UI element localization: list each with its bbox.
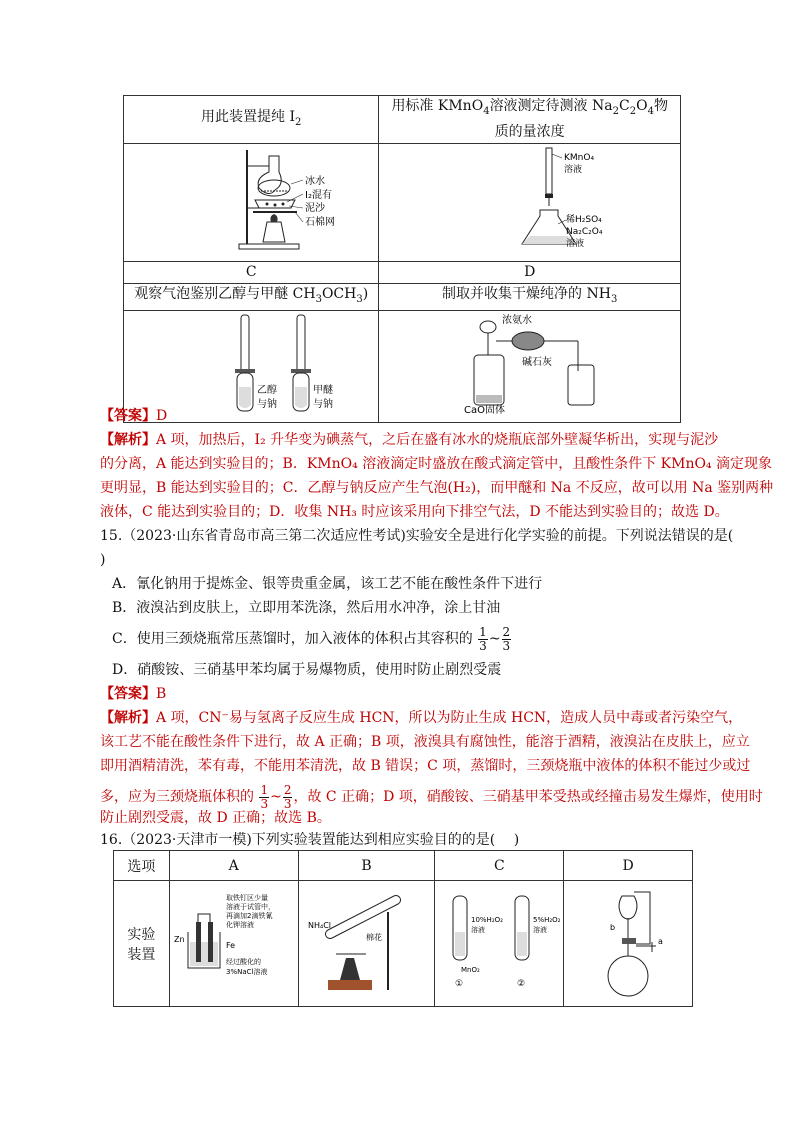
label-a: a: [658, 936, 663, 946]
label-solution-1: 溶液: [471, 925, 486, 934]
option-label-d: D: [379, 261, 681, 283]
sublimation-apparatus-figure: [151, 144, 351, 254]
cell-e-caption: 观察气泡鉴别乙醇与甲醚 $CH_3OCH_3$): [124, 283, 379, 310]
label-solution-2: 溶液: [533, 925, 548, 934]
label-circle-2: ②: [517, 978, 526, 989]
label-circle-1: ①: [455, 978, 464, 989]
titration-apparatus-figure: [430, 144, 630, 254]
label-na2c2o4: Na₂C₂O₄: [565, 226, 603, 237]
ethanol-ether-test-figure: [151, 311, 351, 415]
label-solution-bottom: 溶液: [565, 238, 584, 249]
header-option: 选项: [114, 851, 170, 881]
figure-c-sublimation: [124, 143, 379, 261]
option-label-c: C: [124, 261, 379, 283]
fraction-two-thirds: $\frac{2}{3}$: [502, 624, 511, 653]
ammonia-preparation-figure: [410, 311, 650, 415]
label-into-tube: 溶液于试管中，: [225, 902, 275, 911]
q14-answer: 【答案】D: [100, 408, 168, 424]
label-solution-top: 溶液: [563, 164, 582, 175]
experiment-table-1: [123, 95, 681, 423]
q16-stem: 16.（2023·天津市一模)下列实验装置能达到相应实验目的的是( ): [100, 832, 520, 848]
label-b: b: [610, 922, 616, 932]
label-soda-lime: 碱石灰: [521, 356, 552, 368]
figure-16d-flask: [564, 881, 693, 1007]
flask-funnel-figure: [566, 882, 690, 1002]
label-fe: Fe: [225, 940, 235, 950]
label-asbestos-mesh: 石棉网: [305, 216, 336, 228]
label-with-na-1: 与钠: [257, 398, 278, 410]
q14-analysis-line-3: 更明显，B 能达到实验目的；C．乙醇与钠反应产生气泡(H₂)，而甲醚和 Na 不反应，故可以用 Na 鉴别两种: [100, 480, 774, 496]
label-zn: Zn: [173, 934, 185, 944]
nh4cl-heating-figure: [300, 882, 432, 1002]
label-with-na-2: 与钠: [313, 398, 334, 410]
label-add-drops: 再滴加2滴铁氰: [225, 911, 273, 920]
q15-option-b: B．液溴沾到皮肤上，立即用苯洗涤，然后用水冲净，涂上甘油: [112, 600, 501, 616]
cell-f-caption: 制取并收集干燥纯净的 $NH_3$: [379, 283, 681, 310]
q15-option-d: D．硝酸铵、三硝基甲苯均属于易爆物质，使用时防止剧烈受震: [112, 662, 502, 678]
header-col-c: C: [435, 851, 564, 881]
h2o2-decomposition-figure: [437, 882, 561, 1002]
q14-analysis-line-1: 【解析】A 项，加热后，I₂ 升华变为碘蒸气，之后在盛有冰水的烧瓶底部外壁凝华析出，实现与泥沙: [100, 432, 719, 448]
label-5-h2o2: 5%H₂O₂: [533, 915, 561, 924]
q15-answer: 【答案】B: [100, 686, 167, 702]
header-col-d: D: [564, 851, 693, 881]
q15-option-c: C．使用三颈烧瓶常压蒸馏时，加入液体的体积占其容积的 $\frac{1}{3}$ ~ $\frac{2}{3}$: [112, 624, 511, 653]
header-col-b: B: [298, 851, 435, 881]
figure-16c-h2o2: [435, 881, 564, 1007]
q15-analysis-line-3: 即用酒精清洗，苯有毒，不能用苯清洗，故 B 错误；C 项，蒸馏时，三颈烧瓶中液体的体积不能过少或过: [100, 758, 751, 774]
row-label-device: 实验 装置: [114, 881, 170, 1007]
label-acidified: 经过酸化的: [225, 957, 261, 966]
label-dilute-h2so4: 稀H₂SO₄: [565, 214, 602, 225]
q15-option-a: A．氰化钠用于提炼金、银等贵重金属，该工艺不能在酸性条件下进行: [112, 576, 543, 592]
label-nacl: 3%NaCl溶液: [225, 967, 268, 976]
label-conc-ammonia: 浓氨水: [501, 314, 532, 326]
label-ethanol: 乙醇: [257, 384, 278, 396]
label-ice-water: 冰水: [305, 175, 326, 187]
fraction-two-thirds-b: $\frac{2}{3}$: [283, 782, 292, 811]
q15-analysis-line-1: 【解析】A 项，CN⁻易与氢离子反应生成 HCN，所以为防止生成 HCN，造成人员中毒或者污染空气，: [100, 710, 743, 726]
q14-analysis-line-2: 的分离，A 能达到实验目的；B．KMnO₄ 溶液滴定时盛放在酸式滴定管中，且酸性条件下 KMnO₄ 滴定现象: [100, 456, 772, 472]
q15-analysis-line-4: 多，应为三颈烧瓶体积的 $\frac{1}{3}$ ~ $\frac{2}{3}$ ，故 C 正确；D 项，硝酸铵、三硝基甲苯受热或经撞击易发生爆炸，使用时: [100, 782, 763, 811]
label-cotton: 棉花: [366, 932, 383, 942]
figure-16a-corrosion: [169, 881, 298, 1007]
q15-analysis-line-2: 该工艺不能在酸性条件下进行，故 A 正确；B 项，液溴具有腐蚀性，能溶于酒精，液溴沾在皮肤上，应立: [100, 734, 750, 750]
q15-stem-close: ): [100, 552, 106, 568]
label-sand: 泥沙: [305, 202, 326, 214]
label-10-h2o2: 10%H₂O₂: [471, 915, 504, 924]
cell-d-caption: 用标准 KMnO$_4$溶液测定待测液 $Na_2C_2O_4$物 质的量浓度: [379, 96, 681, 144]
label-cao-solid: CaO固体: [463, 404, 505, 415]
figure-16b-nh4cl: [298, 881, 435, 1007]
label-kmno4: KMnO₄: [563, 152, 594, 163]
corrosion-cell-figure: [172, 882, 296, 1002]
label-nh4cl: NH₄Cl: [308, 920, 332, 930]
label-i2-mixed: I₂混有: [305, 189, 333, 201]
header-col-a: A: [169, 851, 298, 881]
label-ferricyanide: 化钾溶液: [225, 920, 254, 929]
experiment-table-2: [113, 850, 693, 1007]
label-take-sample: 取铁钉区少量: [225, 893, 268, 902]
cell-c-caption: 用此装置提纯 $I_2$: [124, 96, 379, 144]
fraction-one-third: $\frac{1}{3}$: [479, 624, 487, 653]
q15-stem: 15.（2023·山东省青岛市高三第二次适应性考试)实验安全是进行化学实验的前提。下列说法错误的是(: [100, 528, 734, 544]
fraction-one-third-b: $\frac{1}{3}$: [260, 782, 269, 811]
q15-analysis-line-5: 防止剧烈受震，故 D 正确；故选 B。: [100, 810, 331, 826]
label-ether: 甲醚: [313, 384, 334, 396]
label-mno2: MnO₂: [461, 965, 481, 974]
q14-analysis-line-4: 液体，C 能达到实验目的；D．收集 NH₃ 时应该采用向下排空气法，D 不能达到实验目的；故选 D。: [100, 504, 729, 520]
figure-d-titration: [379, 143, 681, 261]
